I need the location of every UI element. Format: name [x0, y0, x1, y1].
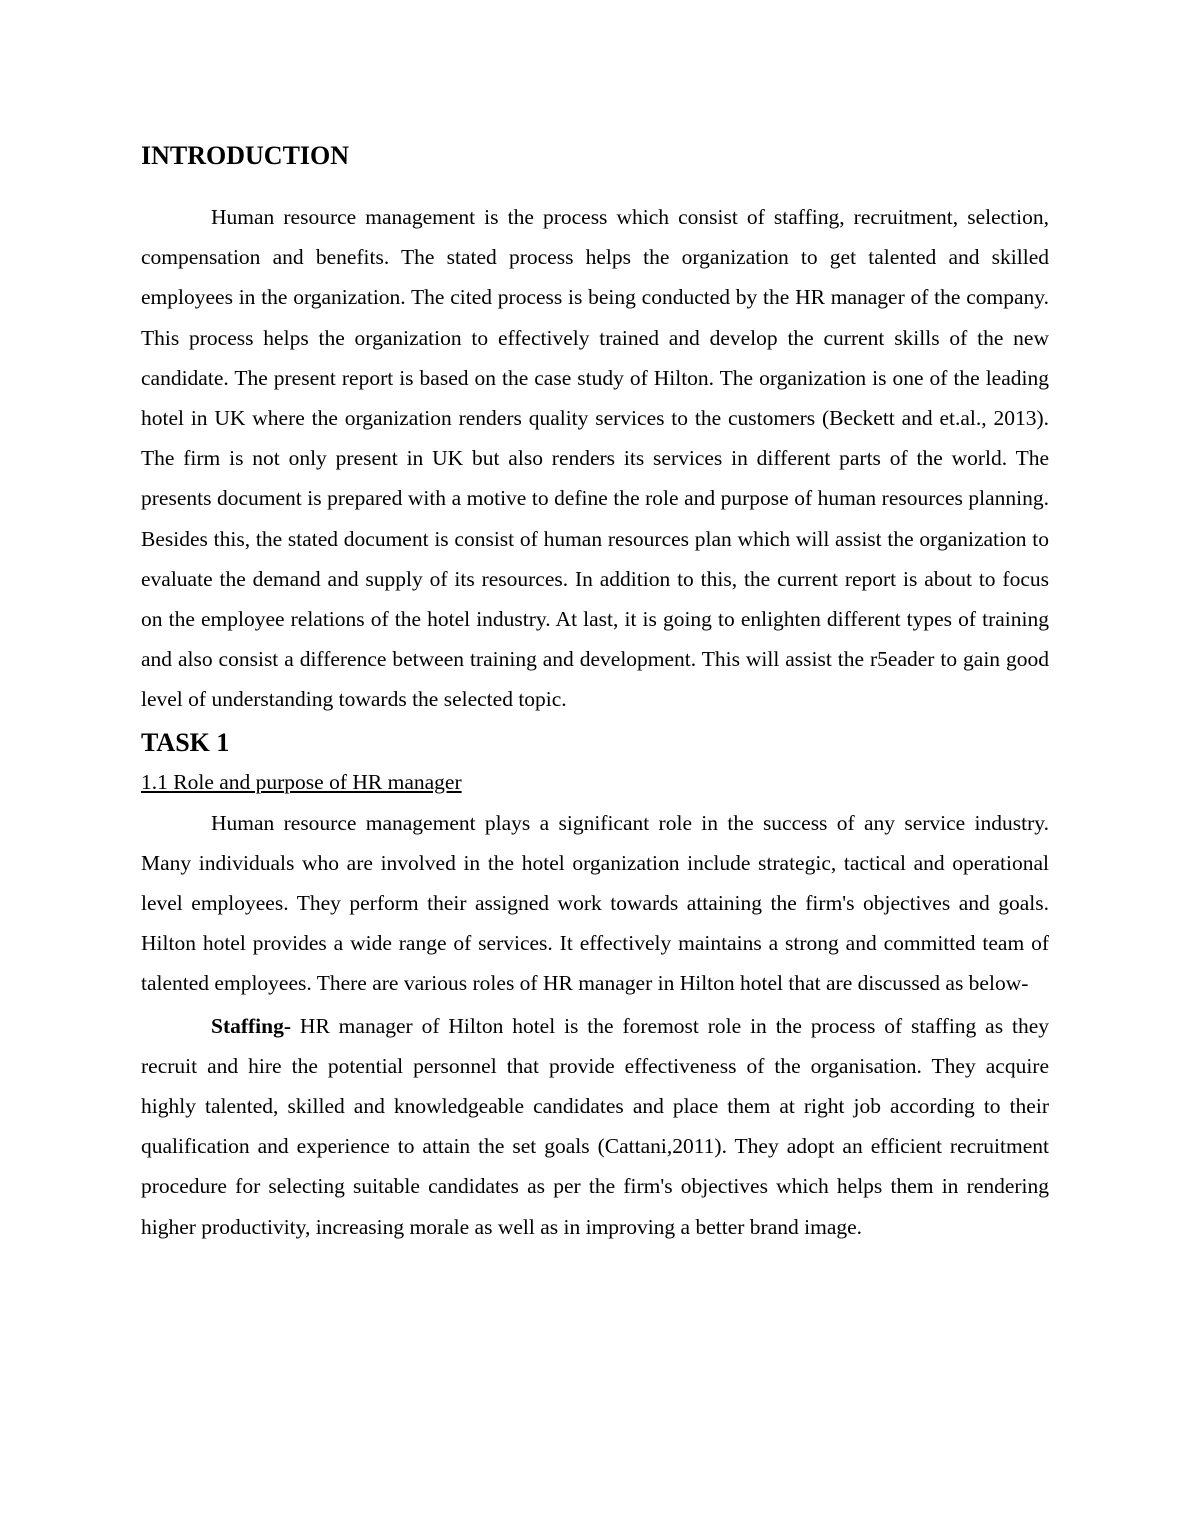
- section-1-1-heading: 1.1 Role and purpose of HR manager: [141, 769, 462, 794]
- staffing-term: Staffing-: [211, 1013, 292, 1038]
- staffing-text: HR manager of Hilton hotel is the foremost role in the process of staffing as they recruit and hire the potential personnel that provide effectiveness of the organisation. They acquire highly talented, skilled and knowledgeable candidates and place them at right job according to their qualification and experience to attain the set goals (Cattani,2011). They adopt an efficient recruitment procedure for selecting suitable candidates as per the firm's objectives which helps them in rendering higher productivity, increasing morale as well as in improving a better brand image.: [141, 1013, 1049, 1239]
- introduction-heading: INTRODUCTION: [141, 141, 350, 170]
- role-purpose-paragraph: Human resource management plays a significant role in the success of any service industry. Many individuals who are involved in the hotel organization include strategic, tactical and operational level employees. They perform their assigned work towards attaining the firm's objectives and goals. Hilton hotel provides a wide range of services. It effectively maintains a strong and committed team of talented employees. There are various roles of HR manager in Hilton hotel that are discussed as below-: [141, 810, 1049, 996]
- document-page: [141, 140, 1049, 1247]
- staffing-paragraph: [141, 1006, 1049, 1247]
- introduction-paragraph: Human resource management is the process which consist of staffing, recruitment, selection, compensation and benefits. The stated process helps the organization to get talented and skilled employees in the organization. The cited process is being conducted by the HR manager of the company. This process helps the organization to effectively trained and develop the current skills of the new candidate. The present report is based on the case study of Hilton. The organization is one of the leading hotel in UK where the organization renders quality services to the customers (Beckett and et.al., 2013). The firm is not only present in UK but also renders its services in different parts of the world. The presents document is prepared with a motive to define the role and purpose of human resources planning. Besides this, the stated document is consist of human resources plan which will assist the organization to evaluate the demand and supply of its resources. In addition to this, the current report is about to focus on the employee relations of the hotel industry. At last, it is going to enlighten different types of training and also consist a difference between training and development. This will assist the r5eader to gain good level of understanding towards the selected topic.: [141, 205, 1049, 712]
- task-1-heading: TASK 1: [141, 727, 230, 757]
